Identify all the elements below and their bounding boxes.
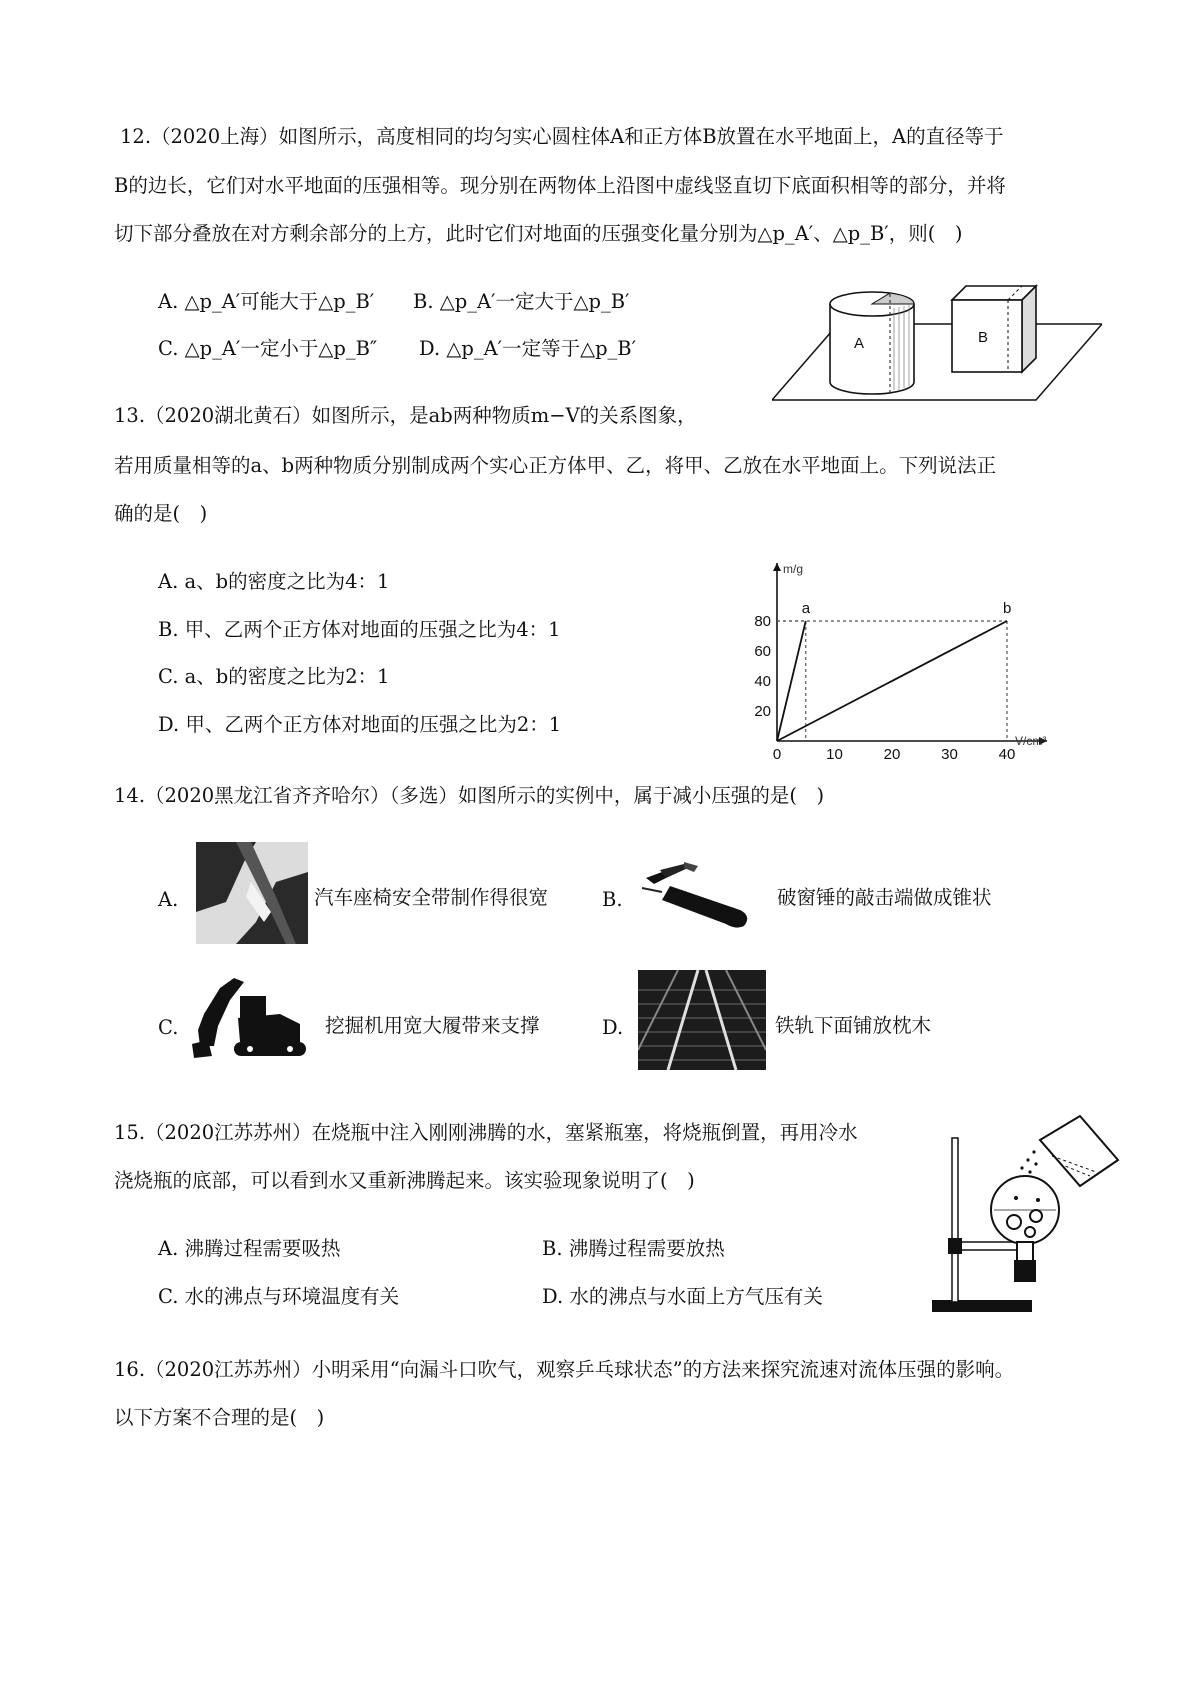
- q12-line-2: B的边长，它们对水平地面的压强相等。现分别在两物体上沿图中虚线竖直切下底面积相等的部分，并将: [114, 174, 1006, 197]
- q12-option-a: A. △p_A′可能大于△p_B′: [158, 290, 375, 313]
- x-tick-label: 40: [998, 746, 1016, 760]
- x-tick-label: 0: [772, 746, 782, 760]
- q14-line-1: 14.（2020黑龙江省齐齐哈尔）（多选）如图所示的实例中，属于减小压强的是( ): [114, 784, 825, 807]
- q14-item-b-letter: B.: [602, 888, 623, 911]
- cylinder-cube-figure: [772, 282, 1102, 406]
- x-tick-label: 10: [826, 746, 843, 760]
- q13-line-2: 若用质量相等的a、b两种物质分别制成两个实心正方体甲、乙，将甲、乙放在水平地面上。下列说法正: [114, 454, 997, 477]
- y-tick-label: 40: [754, 673, 771, 690]
- q13-option-a: A. a、b的密度之比为4：1: [158, 570, 390, 593]
- q15-line-1: 15.（2020江苏苏州）在烧瓶中注入刚刚沸腾的水，塞紧瓶塞，将烧瓶倒置，再用冷水: [114, 1121, 858, 1144]
- y-tick-label: 20: [754, 703, 771, 720]
- excavator-photo: [190, 970, 308, 1062]
- q15-line-2: 浇烧瓶的底部，可以看到水又重新沸腾起来。该实验现象说明了( ): [114, 1169, 695, 1192]
- q16-line-2: 以下方案不合理的是( ): [114, 1406, 325, 1429]
- cube-b-side: [1022, 286, 1036, 372]
- q13-option-c: C. a、b的密度之比为2：1: [158, 665, 390, 688]
- q12-line-1: 12.（2020上海）如图所示，高度相同的均匀实心圆柱体A和正方体B放置在水平地面上，A的直径等于: [120, 125, 1004, 148]
- q15-option-d: D. 水的沸点与水面上方气压有关: [542, 1285, 823, 1308]
- q13-line-1: 13.（2020湖北黄石）如图所示，是ab两种物质m−V的关系图象，: [114, 404, 697, 427]
- q12-option-b: B. △p_A′一定大于△p_B′: [413, 290, 630, 313]
- stopper: [1014, 1260, 1036, 1282]
- q14-item-c-letter: C.: [158, 1016, 179, 1039]
- q14-item-d-caption: 铁轨下面铺放枕木: [775, 1014, 932, 1037]
- ground-plane: [772, 324, 1102, 400]
- q13-option-d: D. 甲、乙两个正方体对地面的压强之比为2：1: [158, 713, 562, 736]
- q13-option-b: B. 甲、乙两个正方体对地面的压强之比为4：1: [158, 618, 561, 641]
- stand-base: [932, 1300, 1032, 1312]
- q14-item-a-caption: 汽车座椅安全带制作得很宽: [314, 886, 549, 909]
- q13-line-3: 确的是( ): [114, 502, 208, 525]
- q15-option-c: C. 水的沸点与环境温度有关: [158, 1285, 400, 1308]
- x-tick-label: 20: [883, 746, 901, 760]
- y-tick-label: 80: [754, 613, 771, 630]
- y-axis-arrow: [773, 563, 781, 571]
- railway-photo: [638, 970, 766, 1070]
- x-tick-label: 30: [941, 746, 958, 760]
- q12-option-c: C. △p_A′一定小于△p_B″: [158, 337, 378, 360]
- q14-item-d-letter: D.: [602, 1016, 624, 1039]
- q16-line-1: 16.（2020江苏苏州）小明采用“向漏斗口吹气，观察乒乓球状态”的方法来探究流速对流体压强的影响。: [114, 1358, 1015, 1381]
- pour-beaker: [1040, 1116, 1118, 1186]
- series-label-a: a: [801, 600, 811, 617]
- x-axis-label: V/cm³: [1015, 734, 1047, 748]
- q12-line-3: 切下部分叠放在对方剩余部分的上方，此时它们对地面的压强变化量分别为△p_A′、△p_B′，则( ): [114, 222, 963, 245]
- window-hammer-photo: [640, 858, 756, 930]
- figure-label-b: B: [978, 329, 989, 346]
- q15-option-a: A. 沸腾过程需要吸热: [158, 1237, 341, 1260]
- series-line-a: [777, 621, 806, 741]
- boiling-flask-figure: [930, 1110, 1126, 1316]
- q15-option-b: B. 沸腾过程需要放热: [542, 1237, 725, 1260]
- q14-item-c-caption: 挖掘机用宽大履带来支撑: [325, 1014, 540, 1037]
- stand-rod: [952, 1138, 958, 1302]
- q14-item-b-caption: 破窗锤的敲击端做成锥状: [777, 886, 992, 909]
- y-tick-label: 60: [754, 643, 771, 660]
- figure-label-a: A: [854, 335, 865, 352]
- cylinder-a: [830, 304, 914, 394]
- mass-volume-chart: [735, 555, 1095, 760]
- y-axis-label: m/g: [783, 562, 804, 576]
- q14-item-a-letter: A.: [158, 888, 179, 911]
- q12-option-d: D. △p_A′一定等于△p_B′: [419, 337, 637, 360]
- series-line-b: [777, 621, 1007, 741]
- seatbelt-photo: [196, 842, 308, 944]
- series-label-b: b: [1003, 600, 1012, 617]
